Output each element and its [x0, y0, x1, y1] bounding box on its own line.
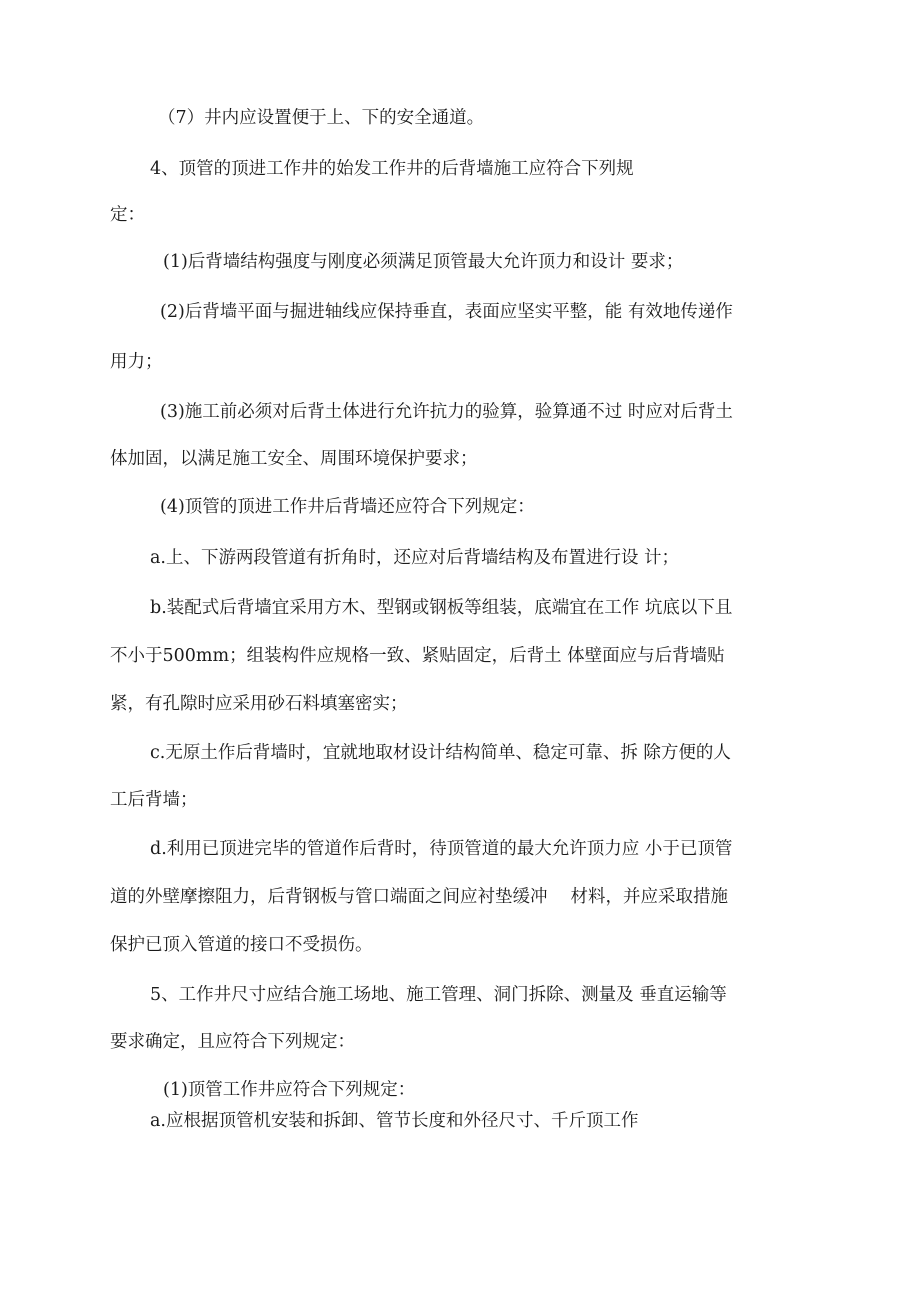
- text-line: （7）井内应设置便于上、下的安全通道。: [158, 108, 485, 128]
- text-line: 工后背墙；: [110, 790, 198, 810]
- text-line: 保护已顶入管道的接口不受损伤。: [110, 935, 373, 955]
- text-line: (1)顶管工作井应符合下列规定：: [163, 1080, 416, 1100]
- text-line: 定：: [110, 205, 145, 225]
- text-line: 用力；: [110, 352, 163, 372]
- text-line: (1)后背墙结构强度与刚度必须满足顶管最大允许顶力和设计 要求；: [163, 252, 684, 272]
- text-line: 5、工作井尺寸应结合施工场地、施工管理、洞门拆除、测量及 垂直运输等: [150, 985, 727, 1005]
- text-line: (3)施工前必须对后背土体进行允许抗力的验算，验算通不过 时应对后背土: [160, 402, 733, 422]
- text-line: 要求确定，且应符合下列规定：: [110, 1032, 355, 1052]
- text-line: 紧，有孔隙时应采用砂石料填塞密实；: [110, 694, 408, 714]
- text-line: 体加固，以满足施工安全、周围环境保护要求；: [110, 449, 478, 469]
- text-line: 4、顶管的顶进工作井的始发工作井的后背墙施工应符合下列规: [150, 159, 634, 179]
- text-line: 道的外壁摩擦阻力，后背钢板与管口端面之间应衬垫缓冲 材料，并应采取措施: [110, 887, 729, 907]
- text-line: (4)顶管的顶进工作井后背墙还应符合下列规定：: [160, 497, 535, 517]
- text-line: (2)后背墙平面与掘进轴线应保持垂直，表面应坚实平整，能 有效地传递作: [160, 302, 733, 322]
- text-line: a.上、下游两段管道有折角时，还应对后背墙结构及布置进行设 计；: [150, 548, 680, 568]
- text-line: 不小于500mm；组装构件应规格一致、紧贴固定，后背土 体壁面应与后背墙贴: [110, 646, 725, 666]
- text-line: b.装配式后背墙宜采用方木、型钢或钢板等组装，底端宜在工作 坑底以下且: [150, 598, 733, 618]
- text-line: d.利用已顶进完毕的管道作后背时，待顶管道的最大允许顶力应 小于已顶管: [150, 839, 733, 859]
- text-line: a.应根据顶管机安装和拆卸、管节长度和外径尺寸、千斤顶工作: [150, 1111, 639, 1131]
- text-line: c.无原土作后背墙时，宜就地取材设计结构简单、稳定可靠、拆 除方便的人: [150, 743, 731, 763]
